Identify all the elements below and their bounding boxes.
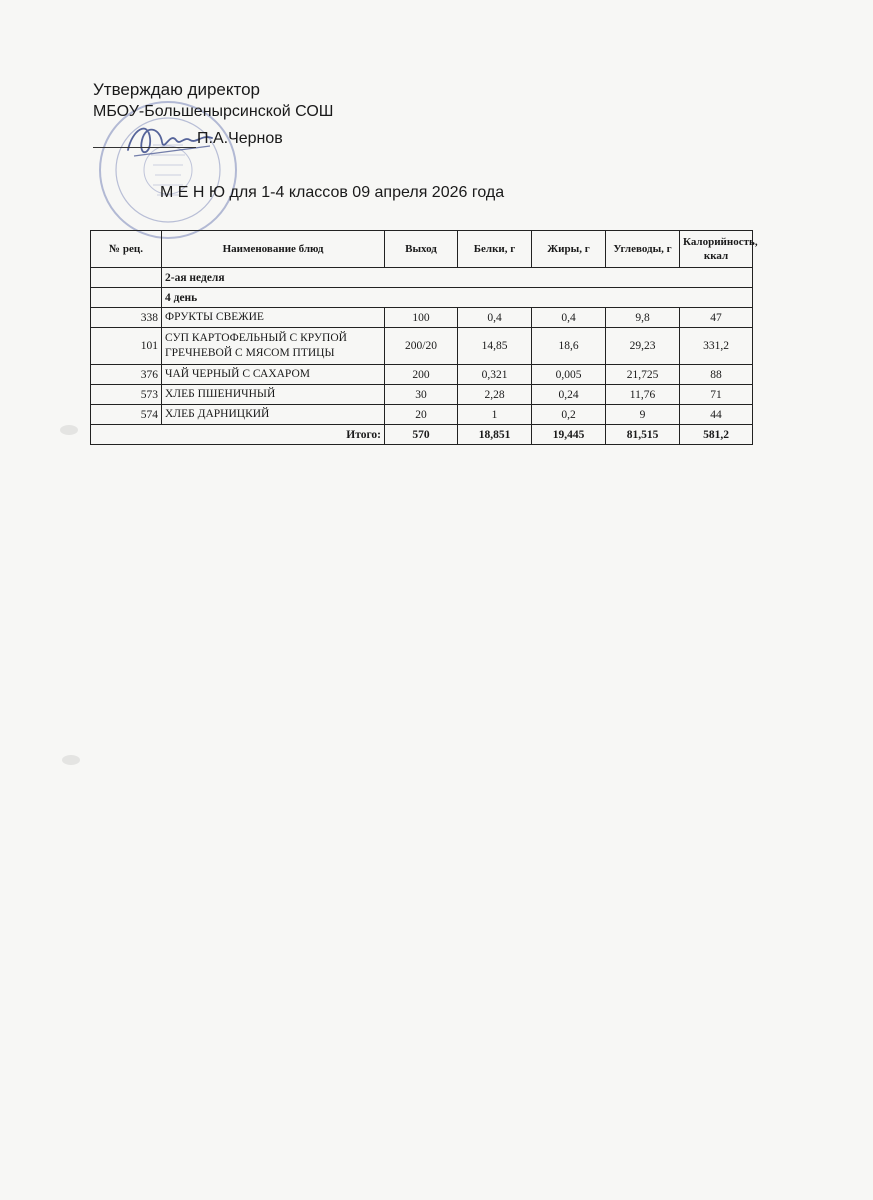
menu-table	[90, 230, 758, 445]
menu-title: М Е Н Ю для 1-4 классов 09 апреля 2026 года	[160, 184, 505, 201]
dish-protein: 0,321	[458, 365, 532, 385]
rec-number: 338	[91, 308, 162, 328]
total-carbs: 81,515	[606, 425, 680, 445]
dish-output: 200/20	[385, 328, 458, 365]
total-row	[91, 425, 753, 445]
rec-number: 101	[91, 328, 162, 365]
dish-output: 100	[385, 308, 458, 328]
dish-carbs: 21,725	[606, 365, 680, 385]
day-label: 4 день	[162, 288, 753, 308]
dish-carbs: 11,76	[606, 385, 680, 405]
dish-kcal: 44	[680, 405, 753, 425]
scan-mark	[60, 425, 78, 435]
col-header-carbs: Углеводы, г	[606, 231, 680, 268]
rec-number: 573	[91, 385, 162, 405]
dish-carbs: 29,23	[606, 328, 680, 365]
signature-line	[93, 147, 196, 148]
dish-name: ЧАЙ ЧЕРНЫЙ С САХАРОМ	[162, 365, 385, 385]
day-row	[91, 288, 753, 308]
dish-kcal: 47	[680, 308, 753, 328]
total-label: Итого:	[162, 425, 385, 445]
rec-number: 574	[91, 405, 162, 425]
total-kcal: 581,2	[680, 425, 753, 445]
table-row	[91, 308, 753, 328]
rec-number: 376	[91, 365, 162, 385]
dish-kcal: 71	[680, 385, 753, 405]
table-row	[91, 385, 753, 405]
table-row	[91, 405, 753, 425]
dish-protein: 0,4	[458, 308, 532, 328]
dish-name: ХЛЕБ ДАРНИЦКИЙ	[162, 405, 385, 425]
table-header-row	[91, 231, 753, 268]
table-row	[91, 365, 753, 385]
week-label: 2-ая неделя	[162, 268, 753, 288]
scan-mark	[62, 755, 80, 765]
dish-kcal: 88	[680, 365, 753, 385]
dish-fat: 0,24	[532, 385, 606, 405]
approval-heading: Утверждаю директор	[93, 80, 261, 99]
dish-carbs: 9	[606, 405, 680, 425]
col-header-rec: № рец.	[91, 231, 162, 268]
col-header-fat: Жиры, г	[532, 231, 606, 268]
dish-protein: 2,28	[458, 385, 532, 405]
dish-protein: 1	[458, 405, 532, 425]
dish-fat: 18,6	[532, 328, 606, 365]
total-output: 570	[385, 425, 458, 445]
school-name: МБОУ-Большеныpсинской СОШ	[93, 103, 334, 120]
dish-name: ФРУКТЫ СВЕЖИЕ	[162, 308, 385, 328]
dish-output: 200	[385, 365, 458, 385]
dish-kcal: 331,2	[680, 328, 753, 365]
total-protein: 18,851	[458, 425, 532, 445]
col-header-protein: Белки, г	[458, 231, 532, 268]
dish-output: 30	[385, 385, 458, 405]
col-header-name: Наименование блюд	[162, 231, 385, 268]
col-header-kcal: Калорийность, ккал	[680, 231, 753, 268]
week-row	[91, 268, 753, 288]
col-header-output: Выход	[385, 231, 458, 268]
dish-fat: 0,4	[532, 308, 606, 328]
dish-output: 20	[385, 405, 458, 425]
dish-carbs: 9,8	[606, 308, 680, 328]
dish-name: СУП КАРТОФЕЛЬНЫЙ С КРУПОЙ ГРЕЧНЕВОЙ С МЯСОМ ПТИЦЫ	[162, 328, 385, 365]
dish-name: ХЛЕБ ПШЕНИЧНЫЙ	[162, 385, 385, 405]
dish-protein: 14,85	[458, 328, 532, 365]
dish-fat: 0,005	[532, 365, 606, 385]
total-fat: 19,445	[532, 425, 606, 445]
table-row	[91, 328, 753, 365]
dish-fat: 0,2	[532, 405, 606, 425]
director-name: П.А.Чернов	[197, 130, 283, 147]
